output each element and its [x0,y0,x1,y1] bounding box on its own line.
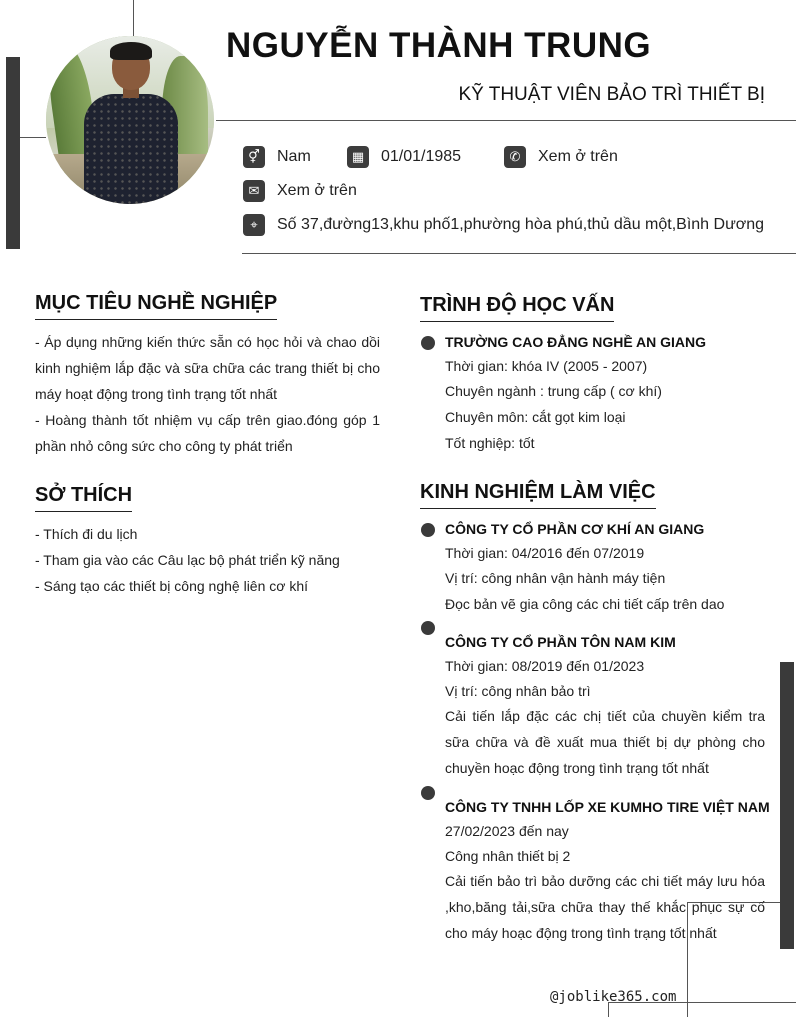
phone-icon: ✆ [504,146,526,168]
birthday-value: 01/01/1985 [381,148,462,165]
job-company: CÔNG TY TNHH LỐP XE KUMHO TIRE VIỆT NAM [445,799,770,815]
email-value: Xem ở trên [277,182,357,199]
objective-line-2: - Hoàng thành tốt nhiệm vụ cấp trên giao.đóng góp 1 phần nhỏ công sức cho công ty phát triển [35,412,380,454]
address-value: Số 37,đường13,khu phố1,phường hòa phú,thủ dầu một,Bình Dương [277,216,765,233]
job-company: CÔNG TY CỔ PHẦN TÔN NAM KIM [445,634,676,650]
top-vertical-line [133,0,134,36]
objective-text [35,329,380,459]
job-position: Vị trí: công nhân bảo trì [445,683,591,699]
gender-value: Nam [277,148,311,165]
job-bullet [421,523,435,537]
education-bullet [421,336,435,350]
header-divider [216,120,796,121]
job-company: CÔNG TY CỔ PHẦN CƠ KHÍ AN GIANG [445,521,705,537]
gender-icon: ⚥ [243,146,265,168]
education-line: Thời gian: khóa IV (2005 - 2007) [445,358,648,374]
hobby-item: - Thích đi du lịch [35,526,138,542]
calendar-icon: ▦ [347,146,369,168]
contact-birthday [347,146,461,168]
job-desc: Cải tiến bảo trì bảo dưỡng các chi tiết máy lưu hóa ,kho,băng tải,sữa chữa thay thế khắc phục sự cố cho máy hoạc động trong tình trạng tốt nhất [445,873,765,941]
education-line: Tốt nghiệp: tốt [445,435,535,451]
job-time: Thời gian: 08/2019 đến 01/2023 [445,658,645,674]
education-school: TRƯỜNG CAO ĐẲNG NGHỀ AN GIANG [445,334,707,350]
location-icon: ⌖ [243,214,265,236]
hobbies-title: SỞ THÍCH [35,484,132,512]
objective-line-1: - Áp dụng những kiến thức sẵn có học hỏi và chao dồi kinh nghiệm lắp đặc và sữa chữa các trang thiết bị cho máy hoạt động trong tình trạng tốt nhất [35,334,380,402]
job-bullet [421,621,435,635]
job-desc: Đọc bản vẽ gia công các chi tiết cấp trên dao [445,596,725,612]
education-line: Chuyên ngành : trung cấp ( cơ khí) [445,383,662,399]
job-time: Thời gian: 04/2016 đến 07/2019 [445,545,645,561]
hobby-item: - Sáng tạo các thiết bị công nghệ liên cơ khí [35,578,309,594]
right-accent-bar [780,662,794,949]
job-desc: Cải tiến lắp đặc các chị tiết của chuyền kiểm tra sữa chữa và đề xuất mua thiết bị dự phòng cho chuyền hoạc động trong tình trạng tốt nhất [445,708,765,776]
job-bullet [421,786,435,800]
job-title: KỸ THUẬT VIÊN BẢO TRÌ THIẾT BỊ [458,84,765,105]
photo-side-line [20,137,46,138]
contact-divider [242,253,796,254]
avatar [46,36,214,204]
hobbies-list [35,521,380,599]
contact-phone [504,146,618,168]
job-position: Công nhân thiết bị 2 [445,848,571,864]
objective-title: MỤC TIÊU NGHỀ NGHIỆP [35,292,277,320]
education-title: TRÌNH ĐỘ HỌC VẤN [420,294,614,322]
hobby-item: - Tham gia vào các Câu lạc bộ phát triển kỹ năng [35,552,340,568]
email-icon: ✉ [243,180,265,202]
watermark: @joblike365.com [550,989,677,1005]
contact-email [243,180,357,202]
contact-gender [243,146,311,168]
education-line: Chuyên môn: cắt gọt kim loại [445,409,626,425]
candidate-name: NGUYỄN THÀNH TRUNG [226,26,652,65]
phone-value: Xem ở trên [538,148,618,165]
contact-address [243,214,764,236]
left-accent-bar [6,57,20,249]
experience-title: KINH NGHIỆM LÀM VIỆC [420,481,656,509]
job-time: 27/02/2023 đến nay [445,823,569,839]
job-position: Vị trí: công nhân vận hành máy tiện [445,570,666,586]
